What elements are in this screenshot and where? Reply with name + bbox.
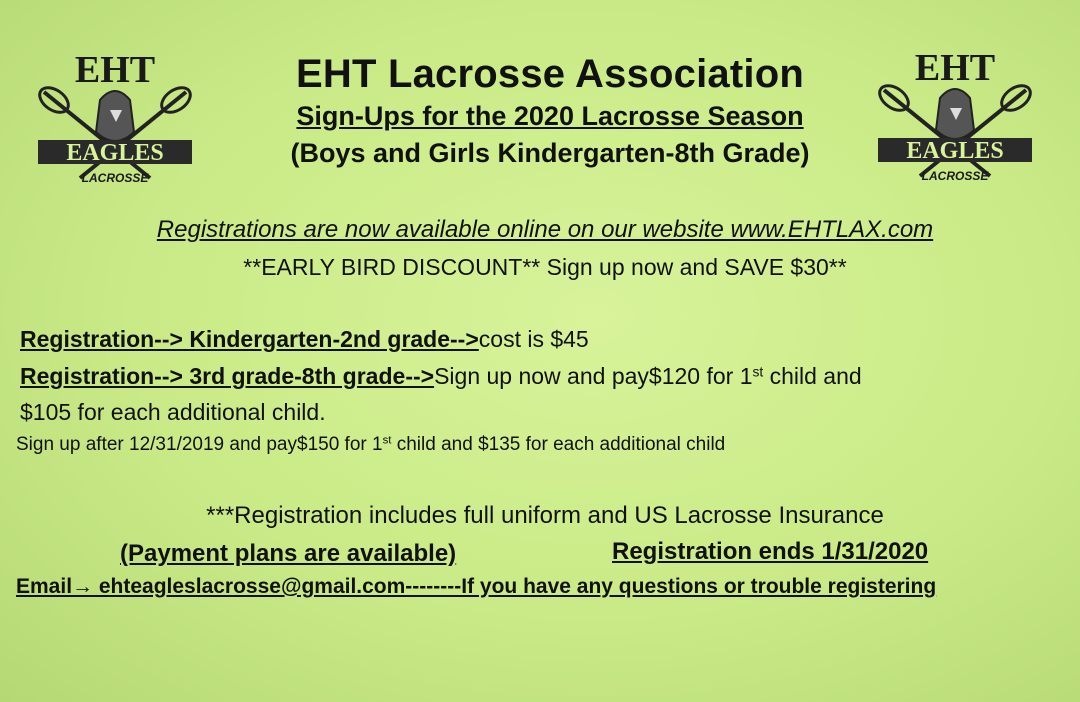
grades-subtitle: (Boys and Girls Kindergarten-8th Grade) [290,138,810,168]
late-signup-text-end: child and $135 for each additional child [391,434,726,455]
late-signup-superscript: st [382,434,392,447]
g38-price-text: Sign up now and pay$120 for 1 [434,363,753,389]
registration-ends-note: Registration ends 1/31/2020 [612,538,929,565]
g38-price-text-end: child and [763,363,862,389]
late-signup-text: Sign up after 12/31/2019 and pay$150 for 1 [16,434,383,455]
early-bird-discount: **EARLY BIRD DISCOUNT** Sign up now and SAVE $30** [243,254,847,280]
g38-superscript: st [752,364,764,380]
registration-online-notice: Registrations are now available online on our website www.EHTLAX.com [156,216,934,243]
page-title: EHT Lacrosse Association [296,52,804,96]
eht-eagles-logo-left [30,52,200,192]
svg-text:EHT: EHT [74,52,156,91]
svg-text:LACROSSE: LACROSSE [921,169,989,183]
g38-registration-line [20,363,862,390]
svg-text:LACROSSE: LACROSSE [81,171,149,185]
contact-email-line: Email→ ehteagleslacrosse@gmail.com--------If you have any questions or trouble registering [16,575,937,598]
g38-additional-child: $105 for each additional child. [20,399,326,425]
season-subtitle: Sign-Ups for the 2020 Lacrosse Season [296,101,804,131]
registration-includes: ***Registration includes full uniform and US Lacrosse Insurance [206,502,884,529]
payment-plans-note: (Payment plans are available) [120,540,457,567]
eht-eagles-logo-right [870,50,1040,190]
eagles-logo-icon [30,52,200,192]
g38-registration-label: Registration--> 3rd grade-8th grade--> [20,363,435,389]
svg-text:EAGLES: EAGLES [906,138,1004,164]
svg-text:EAGLES: EAGLES [66,140,164,166]
eagles-logo-icon [870,50,1040,190]
k2-cost: cost is $45 [478,326,589,352]
k2-registration-line [20,326,589,353]
svg-text:EHT: EHT [914,50,996,89]
k2-registration-label: Registration--> Kindergarten-2nd grade--> [20,326,479,352]
late-signup-line [16,434,725,456]
